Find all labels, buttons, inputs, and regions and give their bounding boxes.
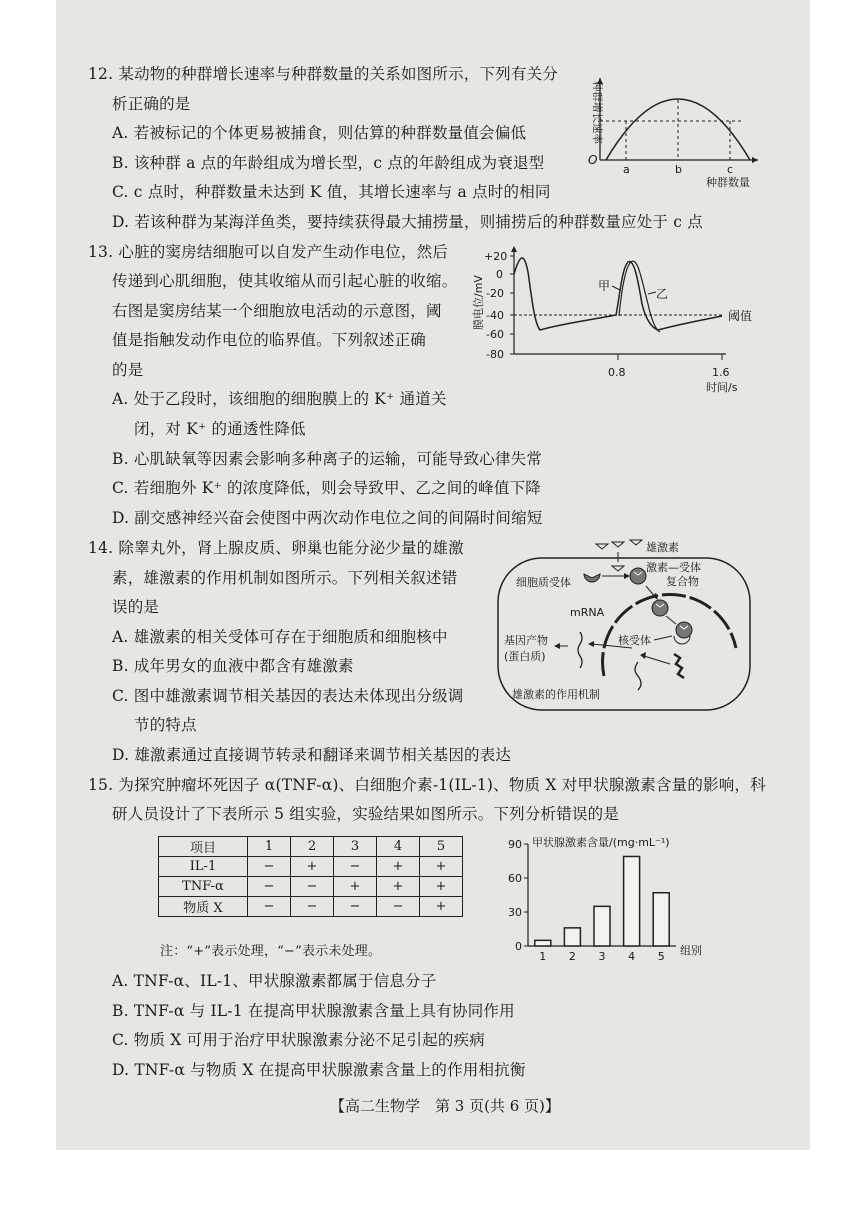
q14-stem-line1: 14. 除睾丸外，肾上腺皮质、卵巢也能分泌少量的雄激 xyxy=(88,539,464,557)
table-header-cell: 项目 xyxy=(159,837,248,857)
q15-option-d: D. TNF-α 与物质 X 在提高甲状腺激素含量上的作用相抗衡 xyxy=(112,1061,526,1079)
table-cell: − xyxy=(291,877,334,897)
q15-option-a: A. TNF-α、IL-1、甲状腺激素都属于信息分子 xyxy=(112,972,437,990)
q13-ytick: +20 xyxy=(484,250,508,263)
x-tick-label: 5 xyxy=(657,950,665,962)
y-tick-label: 30 xyxy=(508,906,522,919)
q13-stem-line4: 值是指触发动作电位的临界值。下列叙述正确 xyxy=(112,331,427,349)
q13-stem-line5: 的是 xyxy=(112,361,144,379)
table-header-cell: 4 xyxy=(377,837,420,857)
table-header-cell: 1 xyxy=(248,837,291,857)
q15-option-b: B. TNF-α 与 IL-1 在提高甲状腺激素含量上具有协同作用 xyxy=(112,1002,515,1020)
q12-option-b: B. 该种群 a 点的年龄组成为增长型，c 点的年龄组成为衰退型 xyxy=(112,154,545,172)
q14-nuclear-receptor-label: 核受体 xyxy=(618,634,651,647)
table-row xyxy=(159,897,463,917)
table-cell: + xyxy=(291,857,334,877)
bar-group-5 xyxy=(653,893,669,946)
q13-xtick: 1.6 xyxy=(712,366,730,379)
q13-option-b: B. 心肌缺氧等因素会影响多种离子的运输，可能导致心律失常 xyxy=(112,450,543,468)
q12-origin: O xyxy=(588,153,598,167)
q13-membrane-potential-chart xyxy=(470,244,760,394)
table-cell: + xyxy=(420,877,463,897)
table-cell: + xyxy=(377,857,420,877)
q12-point-c: c xyxy=(727,163,734,176)
x-tick-label: 4 xyxy=(628,950,636,962)
q15-chart-x-label: 组别 xyxy=(680,944,702,957)
q15-option-c: C. 物质 X 可用于治疗甲状腺激素分泌不足引起的疾病 xyxy=(112,1031,485,1049)
x-tick-label: 2 xyxy=(568,950,576,962)
q13-option-a-line1: A. 处于乙段时，该细胞的细胞膜上的 K⁺ 通道关 xyxy=(112,390,447,408)
table-cell: − xyxy=(248,897,291,917)
q14-option-b: B. 成年男女的血液中都含有雄激素 xyxy=(112,657,354,675)
q14-diagram-caption: 雄激素的作用机制 xyxy=(512,688,600,701)
table-cell: − xyxy=(291,897,334,917)
q14-stem-line2: 素，雄激素的作用机制如图所示。下列相关叙述错 xyxy=(112,569,458,587)
q15-thyroid-hormone-bar-chart xyxy=(500,832,730,962)
q14-complex-label-1: 激素—受体 xyxy=(646,561,701,574)
q12-option-c: C. c 点时，种群数量未达到 K 值，其增长速率与 a 点时的相同 xyxy=(112,183,551,201)
q13-ytick: -40 xyxy=(486,309,504,322)
q13-label-jia: 甲 xyxy=(598,279,611,293)
q14-cyto-receptor-label: 细胞质受体 xyxy=(516,576,571,589)
table-cell: − xyxy=(248,857,291,877)
q12-x-label: 种群数量 xyxy=(706,176,750,189)
q13-label-yi: 乙 xyxy=(656,287,669,301)
q14-complex-label-2: 复合物 xyxy=(666,575,699,588)
table-cell: − xyxy=(248,877,291,897)
q14-androgen-label: 雄激素 xyxy=(646,541,679,554)
bar-group-2 xyxy=(564,928,580,946)
q14-option-c-line2: 节的特点 xyxy=(134,716,197,734)
q12-stem-line1: 12. 某动物的种群增长速率与种群数量的关系如图所示，下列有关分 xyxy=(88,65,558,83)
q13-x-label: 时间/s xyxy=(706,381,738,394)
table-cell: − xyxy=(377,897,420,917)
page-footer: 【高二生物学 第 3 页(共 6 页)】 xyxy=(330,1097,560,1115)
q13-stem-line2: 传递到心肌细胞，使其收缩从而引起心脏的收缩。 xyxy=(112,272,458,290)
table-cell: + xyxy=(420,897,463,917)
table-cell: − xyxy=(334,897,377,917)
table-cell: − xyxy=(334,857,377,877)
q14-gene-product-label-2: (蛋白质) xyxy=(504,650,546,663)
q15-stem-line1: 15. 为探究肿瘤坏死因子 α(TNF-α)、白细胞介素-1(IL-1)、物质 X 对甲状腺激素含量的影响，科 xyxy=(88,776,766,794)
q15-experiment-table xyxy=(158,836,463,917)
q15-chart-title: 甲状腺激素含量/(mg·mL⁻¹) xyxy=(532,836,670,849)
table-cell: + xyxy=(420,857,463,877)
q12-point-b: b xyxy=(675,163,682,176)
q12-stem-line2: 析正确的是 xyxy=(112,95,191,113)
y-tick-label: 90 xyxy=(508,838,522,851)
table-cell: TNF-α xyxy=(159,877,248,897)
x-tick-label: 1 xyxy=(539,950,547,962)
q13-stem-line3: 右图是窦房结某一个细胞放电活动的示意图，阈 xyxy=(112,302,442,320)
table-cell: + xyxy=(334,877,377,897)
bar-group-4 xyxy=(624,856,640,946)
q12-option-d: D. 若该种群为某海洋鱼类，要持续获得最大捕捞量，则捕捞后的种群数量应处于 c 点 xyxy=(112,213,703,231)
table-cell: + xyxy=(377,877,420,897)
table-header-cell: 3 xyxy=(334,837,377,857)
x-tick-label: 3 xyxy=(598,950,606,962)
q13-option-d: D. 副交感神经兴奋会使图中两次动作电位之间的间隔时间缩短 xyxy=(112,509,543,527)
q13-option-a-line2: 闭，对 K⁺ 的通透性降低 xyxy=(134,420,306,438)
q13-ytick: 0 xyxy=(496,268,503,281)
y-tick-label: 0 xyxy=(515,940,522,953)
q14-gene-product-label-1: 基因产物 xyxy=(504,634,548,647)
q13-ytick: -80 xyxy=(486,348,504,361)
table-header-cell: 5 xyxy=(420,837,463,857)
q12-point-a: a xyxy=(623,163,630,176)
q14-mrna-label: mRNA xyxy=(570,606,605,619)
q13-stem-line1: 13. 心脏的窦房结细胞可以自发产生动作电位，然后 xyxy=(88,243,449,261)
table-cell: 物质 X xyxy=(159,897,248,917)
q14-androgen-mechanism-diagram xyxy=(494,536,756,716)
table-header-cell: 2 xyxy=(291,837,334,857)
q15-stem-line2: 研人员设计了下表所示 5 组实验，实验结果如图所示。下列分析错误的是 xyxy=(112,805,620,823)
q14-option-d: D. 雄激素通过直接调节转录和翻译来调节相关基因的表达 xyxy=(112,746,512,764)
y-tick-label: 60 xyxy=(508,872,522,885)
q14-option-a: A. 雄激素的相关受体可存在于细胞质和细胞核中 xyxy=(112,628,448,646)
q13-option-c: C. 若细胞外 K⁺ 的浓度降低，则会导致甲、乙之间的峰值下降 xyxy=(112,479,541,497)
q12-y-label: 种群增长速率 xyxy=(591,81,603,144)
q14-option-c-line1: C. 图中雄激素调节相关基因的表达未体现出分级调 xyxy=(112,687,464,705)
q12-growth-curve xyxy=(578,76,768,192)
table-header-row xyxy=(159,837,463,857)
q13-xtick: 0.8 xyxy=(608,366,626,379)
q13-ytick: -60 xyxy=(486,328,504,341)
table-cell: IL-1 xyxy=(159,857,248,877)
table-row xyxy=(159,857,463,877)
q13-ytick: -20 xyxy=(486,287,504,300)
q13-threshold-label: 阈值 xyxy=(728,309,753,323)
table-row xyxy=(159,877,463,897)
q12-option-a: A. 若被标记的个体更易被捕食，则估算的种群数量值会偏低 xyxy=(112,124,527,142)
bar-group-3 xyxy=(594,906,610,946)
q14-stem-line3: 误的是 xyxy=(112,598,160,616)
bar-group-1 xyxy=(535,940,551,946)
q15-table-note: 注：“+”表示处理，“−”表示未处理。 xyxy=(160,944,382,959)
q13-y-label: 膜电位/mV xyxy=(472,275,485,330)
